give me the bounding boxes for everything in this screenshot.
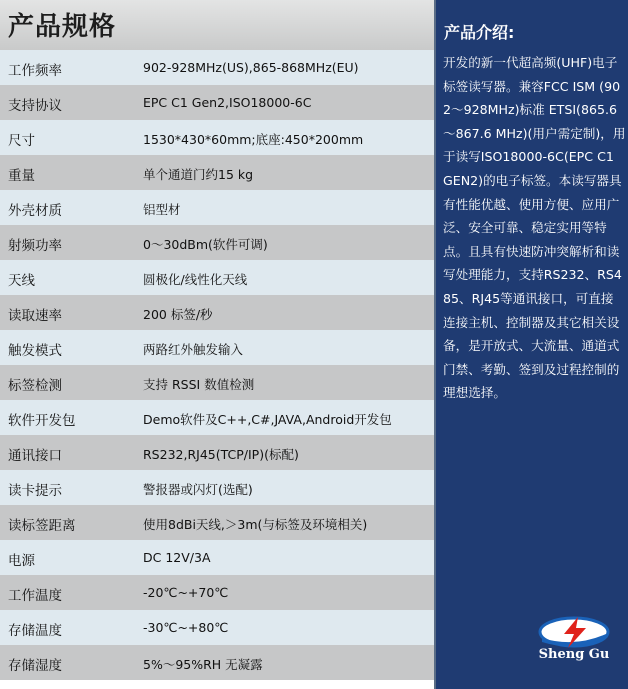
spec-row bbox=[0, 85, 434, 120]
spec-row bbox=[0, 295, 434, 330]
intro-panel bbox=[436, 0, 628, 689]
spec-label: 标签检测 bbox=[8, 378, 62, 394]
spec-label: 工作温度 bbox=[8, 588, 62, 604]
spec-label: 读卡提示 bbox=[8, 483, 62, 499]
spec-row bbox=[0, 365, 434, 400]
spec-row bbox=[0, 575, 434, 610]
spec-row bbox=[0, 225, 434, 260]
spec-label: 天线 bbox=[8, 273, 35, 289]
spec-label: 射频功率 bbox=[8, 238, 62, 254]
spec-value: Demo软件及C++,C#,JAVA,Android开发包 bbox=[143, 412, 392, 427]
intro-body: 开发的新一代超高频(UHF)电子标签读写器。兼容FCC ISM (902～928MHz)标准 ETSI(865.6～867.6 MHz)(用户需定制)，用于读写ISO18000-6C(EPC C1 GEN2)的电子标签。本读写器具有性能优越、使用方便、应用广泛、安全可靠、稳定实用等特点。且具有快速防冲突解析和读写处理能力，支持RS232、RS485、RJ45等通讯接口，可直接连接主机、控制器及其它相关设备，是开放式、大流量、通道式门禁、考勤、签到及过程控制的理想选择。 bbox=[443, 55, 626, 401]
spec-value: 200 标签/秒 bbox=[143, 307, 213, 322]
spec-value: -30℃~+80℃ bbox=[143, 620, 229, 635]
spec-row bbox=[0, 435, 434, 470]
intro-title: 产品介绍: bbox=[444, 23, 515, 42]
spec-row bbox=[0, 505, 434, 540]
spec-label: 工作频率 bbox=[8, 63, 62, 79]
spec-value: 1530*430*60mm;底座:450*200mm bbox=[143, 132, 364, 147]
spec-row bbox=[0, 330, 434, 365]
spec-row bbox=[0, 645, 434, 680]
spec-title: 产品规格 bbox=[8, 12, 117, 42]
spec-row bbox=[0, 540, 434, 575]
spec-value: 铝型材 bbox=[143, 202, 181, 217]
spec-row bbox=[0, 400, 434, 435]
spec-value: 警报器或闪灯(选配) bbox=[143, 482, 253, 497]
lightning-logo-icon bbox=[536, 612, 612, 652]
spec-value: 902-928MHz(US),865-868MHz(EU) bbox=[143, 60, 359, 75]
spec-value: 5%～95%RH 无凝露 bbox=[143, 657, 263, 672]
spec-header bbox=[0, 0, 434, 50]
spec-row bbox=[0, 120, 434, 155]
spec-label: 读标签距离 bbox=[8, 518, 76, 534]
spec-label: 存储湿度 bbox=[8, 658, 62, 674]
spec-row bbox=[0, 50, 434, 85]
spec-label: 重量 bbox=[8, 168, 35, 184]
spec-label: 读取速率 bbox=[8, 308, 62, 324]
spec-value: DC 12V/3A bbox=[143, 550, 211, 565]
spec-row bbox=[0, 470, 434, 505]
spec-value: 支持 RSSI 数值检测 bbox=[143, 377, 255, 392]
spec-value: EPC C1 Gen2,ISO18000-6C bbox=[143, 95, 312, 110]
logo-text: Sheng Gu bbox=[538, 647, 610, 662]
spec-value: RS232,RJ45(TCP/IP)(标配) bbox=[143, 447, 299, 462]
spec-label: 软件开发包 bbox=[8, 413, 76, 429]
spec-label: 电源 bbox=[8, 553, 35, 569]
spec-label: 外壳材质 bbox=[8, 203, 62, 219]
sheng-gu-logo bbox=[536, 612, 612, 668]
spec-value: 两路红外触发输入 bbox=[143, 342, 244, 357]
spec-rows bbox=[0, 50, 434, 680]
spec-label: 通讯接口 bbox=[8, 448, 62, 464]
spec-label: 触发模式 bbox=[8, 343, 62, 359]
spec-value: 0～30dBm(软件可调) bbox=[143, 237, 268, 252]
spec-row bbox=[0, 190, 434, 225]
spec-value: 圆极化/线性化天线 bbox=[143, 272, 248, 287]
spec-label: 支持协议 bbox=[8, 98, 62, 114]
spec-value: -20℃~+70℃ bbox=[143, 585, 229, 600]
spec-value: 使用8dBi天线,＞3m(与标签及环境相关) bbox=[143, 517, 368, 532]
spec-label: 存储温度 bbox=[8, 623, 62, 639]
spec-row bbox=[0, 155, 434, 190]
spec-row bbox=[0, 260, 434, 295]
spec-value: 单个通道门约15 kg bbox=[143, 167, 254, 182]
spec-row bbox=[0, 610, 434, 645]
spec-label: 尺寸 bbox=[8, 133, 35, 149]
